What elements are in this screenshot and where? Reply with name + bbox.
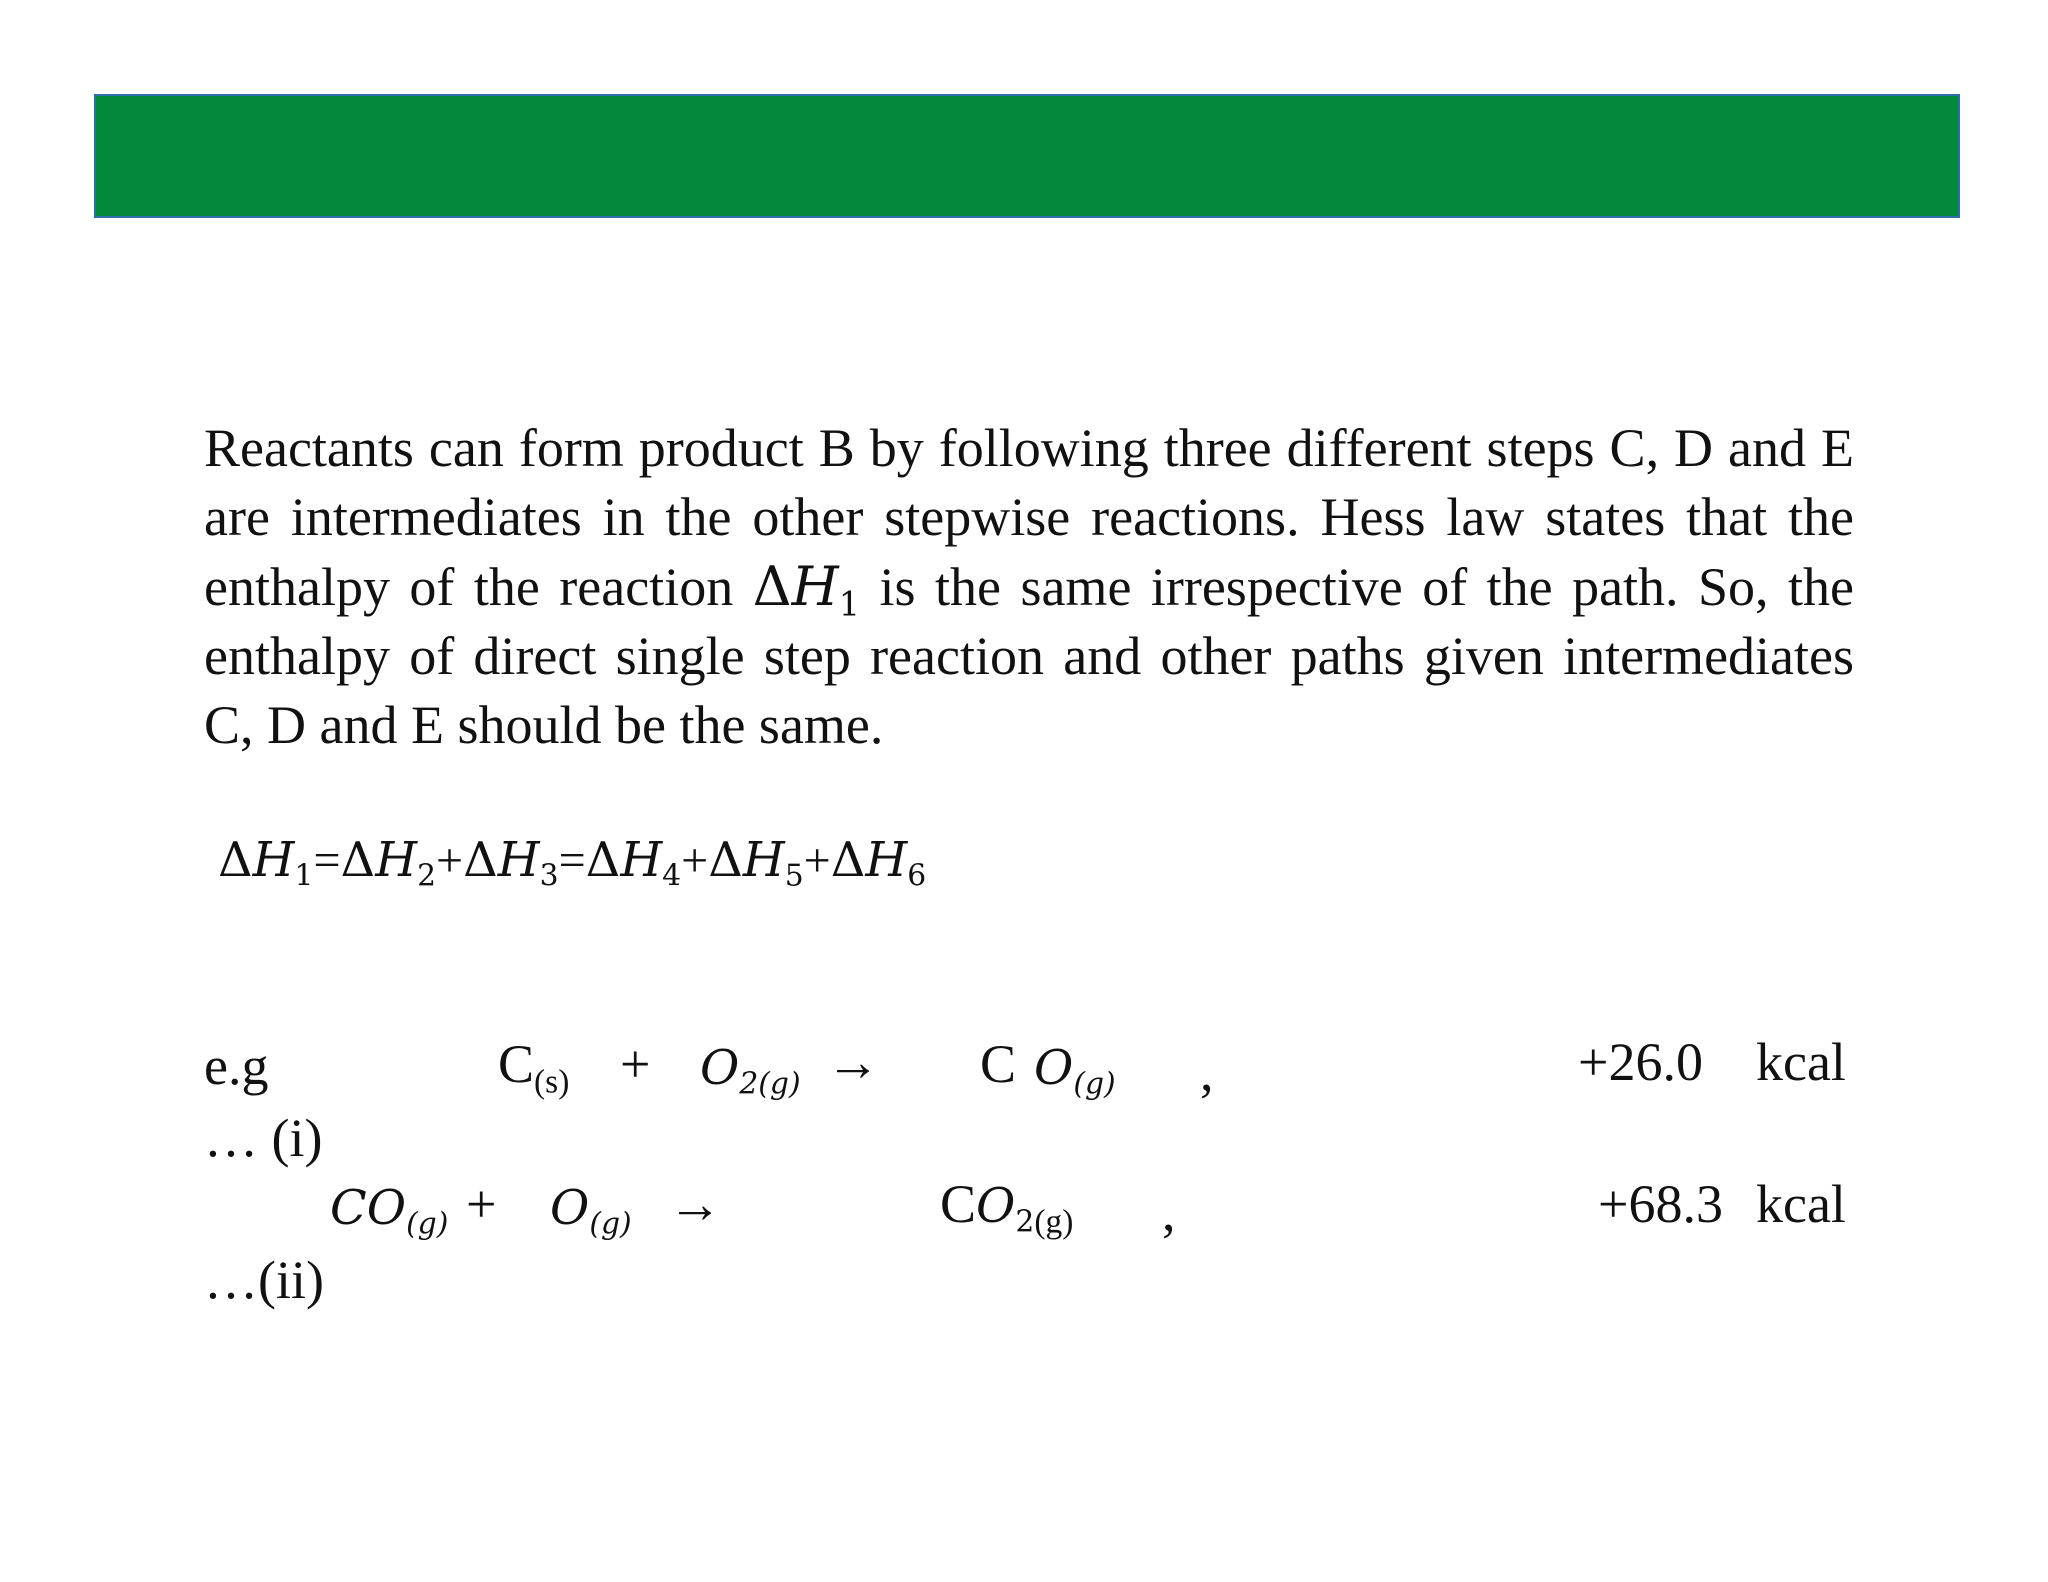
hess-law-paragraph xyxy=(204,414,1854,760)
reaction2-arrow: → xyxy=(668,1174,722,1234)
reaction2-enthalpy-unit: kcal xyxy=(1756,1174,1846,1234)
reaction1-arrow: → xyxy=(826,1032,880,1092)
reaction2-comma: , xyxy=(1162,1182,1176,1242)
term-h3: $\Delta H_3$ xyxy=(463,832,559,894)
reaction1-product-c: C xyxy=(980,1034,1017,1094)
reaction1-enthalpy-unit: kcal xyxy=(1756,1032,1846,1092)
term-h4: $\Delta H_4$ xyxy=(585,832,682,894)
term-h2: $\Delta H_2$ xyxy=(340,832,437,894)
reaction1-plus: + xyxy=(620,1034,651,1094)
title-bar xyxy=(94,94,1960,218)
reaction2-plus: + xyxy=(466,1174,497,1234)
delta-h1-inline: $\Delta H_1$ xyxy=(752,555,861,624)
reaction1-enthalpy-value: +26.0 xyxy=(1578,1032,1703,1092)
hess-equation: $\Delta H_1=\Delta H_2+\Delta H_3=\Delta H_4+\Delta H_5+\Delta H_6$ xyxy=(218,832,927,894)
term-h1: $\Delta H_1$ xyxy=(218,832,314,894)
reaction1-product-o: $O_{(g)}$ xyxy=(1034,1040,1116,1102)
reaction2-number: …(ii) xyxy=(204,1250,324,1310)
reaction1-reactant-oxygen: $O_{2(g)}$ xyxy=(700,1040,801,1102)
reaction2-enthalpy-value: +68.3 xyxy=(1598,1174,1723,1234)
reaction2-reactant-oxygen: $O_{(g)}$ xyxy=(550,1180,632,1242)
term-h5: $\Delta H_5$ xyxy=(708,832,804,894)
eg-label: e.g xyxy=(204,1036,269,1096)
reaction2-product-co2: $CO_{2(g)}$ xyxy=(940,1174,1074,1241)
term-h6: $\Delta H_6$ xyxy=(830,832,927,894)
reaction1-number: … (i) xyxy=(204,1108,323,1168)
reaction2-reactant-co: $CO_{(g)}$ xyxy=(330,1180,449,1242)
reaction1-reactant-carbon: $C_{(s)}$ xyxy=(498,1034,570,1101)
paragraph-text-1: Reactants can form product B by following three different steps C, D and E are intermediates in the other stepwise reactions. Hess law states that the enthalpy of the reaction xyxy=(204,418,1854,617)
paragraph-text-2: is the same irrespective of the path. So, the enthalpy of direct single step reaction and other paths given intermediates C, D and E should be the same. xyxy=(204,557,1854,755)
reaction1-comma: , xyxy=(1200,1042,1214,1102)
